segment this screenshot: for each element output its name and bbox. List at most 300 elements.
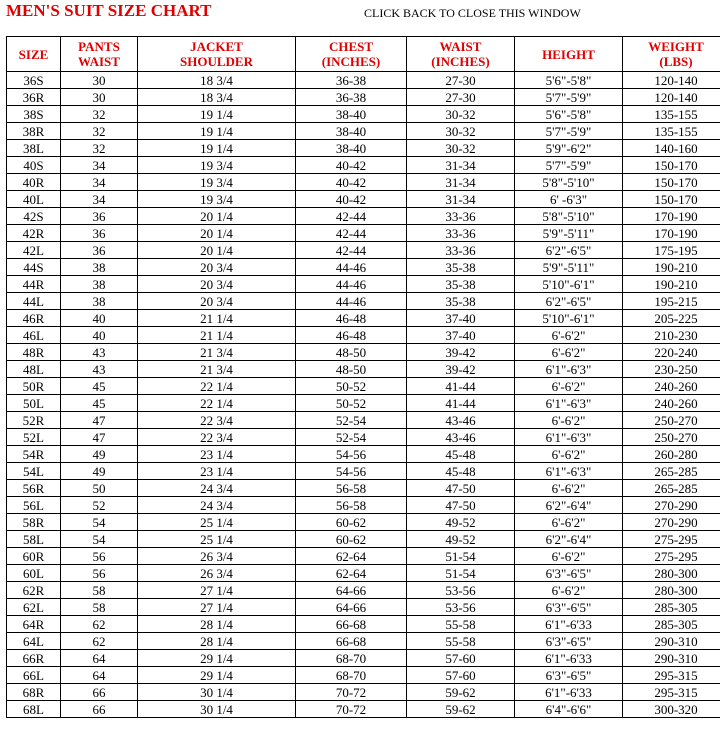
height-cell: 6'-6'2" <box>515 514 623 531</box>
size-cell: 42L <box>7 242 61 259</box>
chest-cell: 50-52 <box>296 378 407 395</box>
pants-waist-cell: 64 <box>61 667 138 684</box>
table-row <box>7 174 720 191</box>
jacket-shoulder-cell: 29 1/4 <box>138 650 296 667</box>
size-cell: 60L <box>7 565 61 582</box>
weight-cell: 285-305 <box>623 616 720 633</box>
jacket-shoulder-cell: 20 3/4 <box>138 276 296 293</box>
table-row <box>7 89 720 106</box>
size-cell: 46L <box>7 327 61 344</box>
jacket-shoulder-cell: 21 3/4 <box>138 344 296 361</box>
weight-cell: 280-300 <box>623 582 720 599</box>
jacket-shoulder-cell: 20 1/4 <box>138 208 296 225</box>
weight-cell: 295-315 <box>623 667 720 684</box>
jacket-shoulder-cell: 20 1/4 <box>138 242 296 259</box>
weight-cell: 265-285 <box>623 480 720 497</box>
pants-waist-cell: 58 <box>61 599 138 616</box>
table-row <box>7 514 720 531</box>
size-cell: 38L <box>7 140 61 157</box>
height-cell: 5'7"-5'9" <box>515 89 623 106</box>
weight-cell: 205-225 <box>623 310 720 327</box>
pants-waist-cell: 54 <box>61 514 138 531</box>
chest-cell: 40-42 <box>296 191 407 208</box>
height-cell: 5'9"-6'2" <box>515 140 623 157</box>
jacket-shoulder-cell: 21 1/4 <box>138 327 296 344</box>
table-row <box>7 140 720 157</box>
height-cell: 6'1"-6'3" <box>515 429 623 446</box>
chest-cell: 56-58 <box>296 480 407 497</box>
height-cell: 6'4"-6'6" <box>515 701 623 718</box>
pants-waist-cell: 47 <box>61 429 138 446</box>
chest-cell: 42-44 <box>296 225 407 242</box>
table-row <box>7 378 720 395</box>
height-cell: 6'-6'2" <box>515 582 623 599</box>
weight-cell: 190-210 <box>623 259 720 276</box>
waist-cell: 31-34 <box>407 191 515 208</box>
jacket-shoulder-cell: 25 1/4 <box>138 514 296 531</box>
header-pants-waist: PANTS WAIST <box>61 37 138 72</box>
size-cell: 54R <box>7 446 61 463</box>
pants-waist-cell: 32 <box>61 123 138 140</box>
chest-cell: 46-48 <box>296 310 407 327</box>
chest-cell: 66-68 <box>296 616 407 633</box>
height-cell: 5'7"-5'9" <box>515 157 623 174</box>
waist-cell: 37-40 <box>407 310 515 327</box>
pants-waist-cell: 38 <box>61 293 138 310</box>
weight-cell: 240-260 <box>623 395 720 412</box>
jacket-shoulder-cell: 29 1/4 <box>138 667 296 684</box>
pants-waist-cell: 62 <box>61 633 138 650</box>
waist-cell: 59-62 <box>407 684 515 701</box>
waist-cell: 27-30 <box>407 89 515 106</box>
weight-cell: 290-310 <box>623 633 720 650</box>
chest-cell: 60-62 <box>296 514 407 531</box>
weight-cell: 285-305 <box>623 599 720 616</box>
height-cell: 6'-6'2" <box>515 378 623 395</box>
waist-cell: 39-42 <box>407 344 515 361</box>
size-cell: 66R <box>7 650 61 667</box>
jacket-shoulder-cell: 26 3/4 <box>138 548 296 565</box>
table-row <box>7 327 720 344</box>
pants-waist-cell: 64 <box>61 650 138 667</box>
waist-cell: 43-46 <box>407 429 515 446</box>
weight-cell: 270-290 <box>623 497 720 514</box>
size-cell: 62R <box>7 582 61 599</box>
weight-cell: 150-170 <box>623 174 720 191</box>
weight-cell: 280-300 <box>623 565 720 582</box>
table-row <box>7 463 720 480</box>
height-cell: 5'6"-5'8" <box>515 72 623 89</box>
height-cell: 6' -6'3" <box>515 191 623 208</box>
pants-waist-cell: 54 <box>61 531 138 548</box>
height-cell: 5'9"-5'11" <box>515 259 623 276</box>
jacket-shoulder-cell: 18 3/4 <box>138 72 296 89</box>
pants-waist-cell: 32 <box>61 106 138 123</box>
pants-waist-cell: 56 <box>61 548 138 565</box>
waist-cell: 45-48 <box>407 463 515 480</box>
weight-cell: 140-160 <box>623 140 720 157</box>
chest-cell: 50-52 <box>296 395 407 412</box>
jacket-shoulder-cell: 22 1/4 <box>138 378 296 395</box>
table-row <box>7 480 720 497</box>
size-cell: 44R <box>7 276 61 293</box>
chest-cell: 36-38 <box>296 89 407 106</box>
height-cell: 5'8"-5'10" <box>515 174 623 191</box>
chest-cell: 48-50 <box>296 344 407 361</box>
jacket-shoulder-cell: 19 3/4 <box>138 157 296 174</box>
chest-cell: 64-66 <box>296 582 407 599</box>
jacket-shoulder-cell: 19 1/4 <box>138 106 296 123</box>
pants-waist-cell: 38 <box>61 276 138 293</box>
table-row <box>7 361 720 378</box>
header-chest: CHEST (INCHES) <box>296 37 407 72</box>
chest-cell: 52-54 <box>296 429 407 446</box>
waist-cell: 47-50 <box>407 497 515 514</box>
weight-cell: 230-250 <box>623 361 720 378</box>
waist-cell: 35-38 <box>407 259 515 276</box>
chest-cell: 38-40 <box>296 106 407 123</box>
jacket-shoulder-cell: 30 1/4 <box>138 701 296 718</box>
table-row <box>7 633 720 650</box>
table-row <box>7 242 720 259</box>
waist-cell: 53-56 <box>407 599 515 616</box>
waist-cell: 55-58 <box>407 616 515 633</box>
height-cell: 6'1"-6'33 <box>515 684 623 701</box>
weight-cell: 150-170 <box>623 157 720 174</box>
pants-waist-cell: 49 <box>61 446 138 463</box>
pants-waist-cell: 45 <box>61 378 138 395</box>
size-cell: 68R <box>7 684 61 701</box>
pants-waist-cell: 36 <box>61 242 138 259</box>
waist-cell: 30-32 <box>407 106 515 123</box>
weight-cell: 290-310 <box>623 650 720 667</box>
height-cell: 6'1"-6'3" <box>515 463 623 480</box>
pants-waist-cell: 56 <box>61 565 138 582</box>
pants-waist-cell: 43 <box>61 361 138 378</box>
chest-cell: 48-50 <box>296 361 407 378</box>
weight-cell: 170-190 <box>623 208 720 225</box>
header-weight: WEIGHT (LBS) <box>623 37 720 72</box>
chest-cell: 40-42 <box>296 157 407 174</box>
waist-cell: 33-36 <box>407 242 515 259</box>
weight-cell: 275-295 <box>623 548 720 565</box>
chest-cell: 54-56 <box>296 463 407 480</box>
height-cell: 6'2"-6'4" <box>515 497 623 514</box>
height-cell: 6'3"-6'5" <box>515 633 623 650</box>
waist-cell: 35-38 <box>407 276 515 293</box>
weight-cell: 240-260 <box>623 378 720 395</box>
pants-waist-cell: 43 <box>61 344 138 361</box>
table-row <box>7 684 720 701</box>
jacket-shoulder-cell: 19 1/4 <box>138 123 296 140</box>
height-cell: 5'6"-5'8" <box>515 106 623 123</box>
table-row <box>7 565 720 582</box>
chest-cell: 44-46 <box>296 293 407 310</box>
jacket-shoulder-cell: 28 1/4 <box>138 633 296 650</box>
table-body <box>7 72 720 718</box>
waist-cell: 31-34 <box>407 174 515 191</box>
waist-cell: 57-60 <box>407 650 515 667</box>
waist-cell: 33-36 <box>407 225 515 242</box>
page-title: MEN'S SUIT SIZE CHART <box>6 1 212 20</box>
table-row <box>7 276 720 293</box>
jacket-shoulder-cell: 22 1/4 <box>138 395 296 412</box>
waist-cell: 53-56 <box>407 582 515 599</box>
chest-cell: 46-48 <box>296 327 407 344</box>
height-cell: 5'8"-5'10" <box>515 208 623 225</box>
table-row <box>7 395 720 412</box>
table-row <box>7 106 720 123</box>
table-row <box>7 72 720 89</box>
jacket-shoulder-cell: 22 3/4 <box>138 429 296 446</box>
size-cell: 52R <box>7 412 61 429</box>
weight-cell: 170-190 <box>623 225 720 242</box>
table-row <box>7 446 720 463</box>
table-row <box>7 259 720 276</box>
table-row <box>7 412 720 429</box>
size-cell: 56L <box>7 497 61 514</box>
jacket-shoulder-cell: 26 3/4 <box>138 565 296 582</box>
waist-cell: 51-54 <box>407 565 515 582</box>
jacket-shoulder-cell: 23 1/4 <box>138 463 296 480</box>
table-row <box>7 548 720 565</box>
size-cell: 64R <box>7 616 61 633</box>
table-row <box>7 293 720 310</box>
height-cell: 6'1"-6'33 <box>515 616 623 633</box>
size-cell: 48R <box>7 344 61 361</box>
pants-waist-cell: 30 <box>61 89 138 106</box>
size-cell: 56R <box>7 480 61 497</box>
weight-cell: 190-210 <box>623 276 720 293</box>
chest-cell: 54-56 <box>296 446 407 463</box>
pants-waist-cell: 49 <box>61 463 138 480</box>
chest-cell: 60-62 <box>296 531 407 548</box>
jacket-shoulder-cell: 27 1/4 <box>138 599 296 616</box>
waist-cell: 27-30 <box>407 72 515 89</box>
height-cell: 5'10"-6'1" <box>515 310 623 327</box>
chest-cell: 64-66 <box>296 599 407 616</box>
waist-cell: 43-46 <box>407 412 515 429</box>
pants-waist-cell: 45 <box>61 395 138 412</box>
height-cell: 6'3"-6'5" <box>515 667 623 684</box>
weight-cell: 275-295 <box>623 531 720 548</box>
pants-waist-cell: 34 <box>61 174 138 191</box>
height-cell: 6'2"-6'4" <box>515 531 623 548</box>
table-row <box>7 344 720 361</box>
size-cell: 44L <box>7 293 61 310</box>
height-cell: 6'2"-6'5" <box>515 242 623 259</box>
pants-waist-cell: 62 <box>61 616 138 633</box>
chest-cell: 68-70 <box>296 650 407 667</box>
jacket-shoulder-cell: 30 1/4 <box>138 684 296 701</box>
weight-cell: 250-270 <box>623 429 720 446</box>
pants-waist-cell: 66 <box>61 701 138 718</box>
size-cell: 36R <box>7 89 61 106</box>
pants-waist-cell: 30 <box>61 72 138 89</box>
jacket-shoulder-cell: 20 3/4 <box>138 259 296 276</box>
table-row <box>7 531 720 548</box>
jacket-shoulder-cell: 19 3/4 <box>138 174 296 191</box>
height-cell: 6'1"-6'3" <box>515 395 623 412</box>
size-cell: 58R <box>7 514 61 531</box>
pants-waist-cell: 47 <box>61 412 138 429</box>
height-cell: 6'-6'2" <box>515 344 623 361</box>
size-cell: 52L <box>7 429 61 446</box>
table-row <box>7 667 720 684</box>
chest-cell: 40-42 <box>296 174 407 191</box>
table-row <box>7 616 720 633</box>
weight-cell: 135-155 <box>623 106 720 123</box>
jacket-shoulder-cell: 21 3/4 <box>138 361 296 378</box>
pants-waist-cell: 34 <box>61 191 138 208</box>
waist-cell: 55-58 <box>407 633 515 650</box>
height-cell: 6'-6'2" <box>515 446 623 463</box>
height-cell: 5'7"-5'9" <box>515 123 623 140</box>
weight-cell: 135-155 <box>623 123 720 140</box>
size-cell: 48L <box>7 361 61 378</box>
waist-cell: 30-32 <box>407 123 515 140</box>
jacket-shoulder-cell: 18 3/4 <box>138 89 296 106</box>
height-cell: 6'3"-6'5" <box>515 599 623 616</box>
chest-cell: 38-40 <box>296 140 407 157</box>
header-height: HEIGHT <box>515 37 623 72</box>
chest-cell: 42-44 <box>296 242 407 259</box>
table-row <box>7 429 720 446</box>
height-cell: 6'-6'2" <box>515 548 623 565</box>
waist-cell: 49-52 <box>407 531 515 548</box>
height-cell: 6'3"-6'5" <box>515 565 623 582</box>
height-cell: 5'10"-6'1" <box>515 276 623 293</box>
weight-cell: 120-140 <box>623 72 720 89</box>
size-cell: 46R <box>7 310 61 327</box>
pants-waist-cell: 36 <box>61 208 138 225</box>
chest-cell: 70-72 <box>296 701 407 718</box>
chest-cell: 56-58 <box>296 497 407 514</box>
weight-cell: 220-240 <box>623 344 720 361</box>
header-size: SIZE <box>7 37 61 72</box>
size-cell: 54L <box>7 463 61 480</box>
table-row <box>7 208 720 225</box>
height-cell: 5'9"-5'11" <box>515 225 623 242</box>
weight-cell: 260-280 <box>623 446 720 463</box>
size-cell: 40S <box>7 157 61 174</box>
pants-waist-cell: 58 <box>61 582 138 599</box>
size-cell: 40L <box>7 191 61 208</box>
chest-cell: 36-38 <box>296 72 407 89</box>
chest-cell: 52-54 <box>296 412 407 429</box>
size-chart-table <box>6 36 720 718</box>
pants-waist-cell: 50 <box>61 480 138 497</box>
size-cell: 68L <box>7 701 61 718</box>
chest-cell: 62-64 <box>296 565 407 582</box>
weight-cell: 175-195 <box>623 242 720 259</box>
chest-cell: 38-40 <box>296 123 407 140</box>
header-jacket-shoulder: JACKET SHOULDER <box>138 37 296 72</box>
jacket-shoulder-cell: 20 1/4 <box>138 225 296 242</box>
close-window-link[interactable]: CLICK BACK TO CLOSE THIS WINDOW <box>364 6 581 20</box>
size-cell: 38R <box>7 123 61 140</box>
size-cell: 62L <box>7 599 61 616</box>
size-cell: 64L <box>7 633 61 650</box>
size-cell: 58L <box>7 531 61 548</box>
weight-cell: 150-170 <box>623 191 720 208</box>
jacket-shoulder-cell: 25 1/4 <box>138 531 296 548</box>
table-row <box>7 701 720 718</box>
waist-cell: 57-60 <box>407 667 515 684</box>
height-cell: 6'-6'2" <box>515 480 623 497</box>
pants-waist-cell: 52 <box>61 497 138 514</box>
table-row <box>7 310 720 327</box>
height-cell: 6'-6'2" <box>515 412 623 429</box>
table-row <box>7 582 720 599</box>
jacket-shoulder-cell: 27 1/4 <box>138 582 296 599</box>
pants-waist-cell: 38 <box>61 259 138 276</box>
size-cell: 38S <box>7 106 61 123</box>
weight-cell: 295-315 <box>623 684 720 701</box>
weight-cell: 265-285 <box>623 463 720 480</box>
chest-cell: 44-46 <box>296 276 407 293</box>
height-cell: 6'2"-6'5" <box>515 293 623 310</box>
weight-cell: 300-320 <box>623 701 720 718</box>
waist-cell: 49-52 <box>407 514 515 531</box>
size-cell: 50L <box>7 395 61 412</box>
pants-waist-cell: 36 <box>61 225 138 242</box>
waist-cell: 51-54 <box>407 548 515 565</box>
height-cell: 6'-6'2" <box>515 327 623 344</box>
pants-waist-cell: 34 <box>61 157 138 174</box>
waist-cell: 31-34 <box>407 157 515 174</box>
chest-cell: 66-68 <box>296 633 407 650</box>
height-cell: 6'1"-6'33 <box>515 650 623 667</box>
size-cell: 42S <box>7 208 61 225</box>
waist-cell: 45-48 <box>407 446 515 463</box>
waist-cell: 33-36 <box>407 208 515 225</box>
size-cell: 66L <box>7 667 61 684</box>
table-row <box>7 123 720 140</box>
jacket-shoulder-cell: 19 3/4 <box>138 191 296 208</box>
waist-cell: 39-42 <box>407 361 515 378</box>
weight-cell: 270-290 <box>623 514 720 531</box>
jacket-shoulder-cell: 24 3/4 <box>138 480 296 497</box>
chest-cell: 44-46 <box>296 259 407 276</box>
weight-cell: 120-140 <box>623 89 720 106</box>
height-cell: 6'1"-6'3" <box>515 361 623 378</box>
table-row <box>7 599 720 616</box>
weight-cell: 210-230 <box>623 327 720 344</box>
chest-cell: 70-72 <box>296 684 407 701</box>
pants-waist-cell: 66 <box>61 684 138 701</box>
header-waist: WAIST (INCHES) <box>407 37 515 72</box>
table-row <box>7 157 720 174</box>
weight-cell: 250-270 <box>623 412 720 429</box>
size-cell: 50R <box>7 378 61 395</box>
pants-waist-cell: 32 <box>61 140 138 157</box>
waist-cell: 41-44 <box>407 378 515 395</box>
jacket-shoulder-cell: 24 3/4 <box>138 497 296 514</box>
jacket-shoulder-cell: 22 3/4 <box>138 412 296 429</box>
size-cell: 40R <box>7 174 61 191</box>
size-cell: 44S <box>7 259 61 276</box>
chest-cell: 62-64 <box>296 548 407 565</box>
table-row <box>7 225 720 242</box>
pants-waist-cell: 40 <box>61 327 138 344</box>
table-row <box>7 191 720 208</box>
header-row <box>7 37 720 72</box>
table-row <box>7 497 720 514</box>
weight-cell: 195-215 <box>623 293 720 310</box>
size-cell: 60R <box>7 548 61 565</box>
size-cell: 36S <box>7 72 61 89</box>
